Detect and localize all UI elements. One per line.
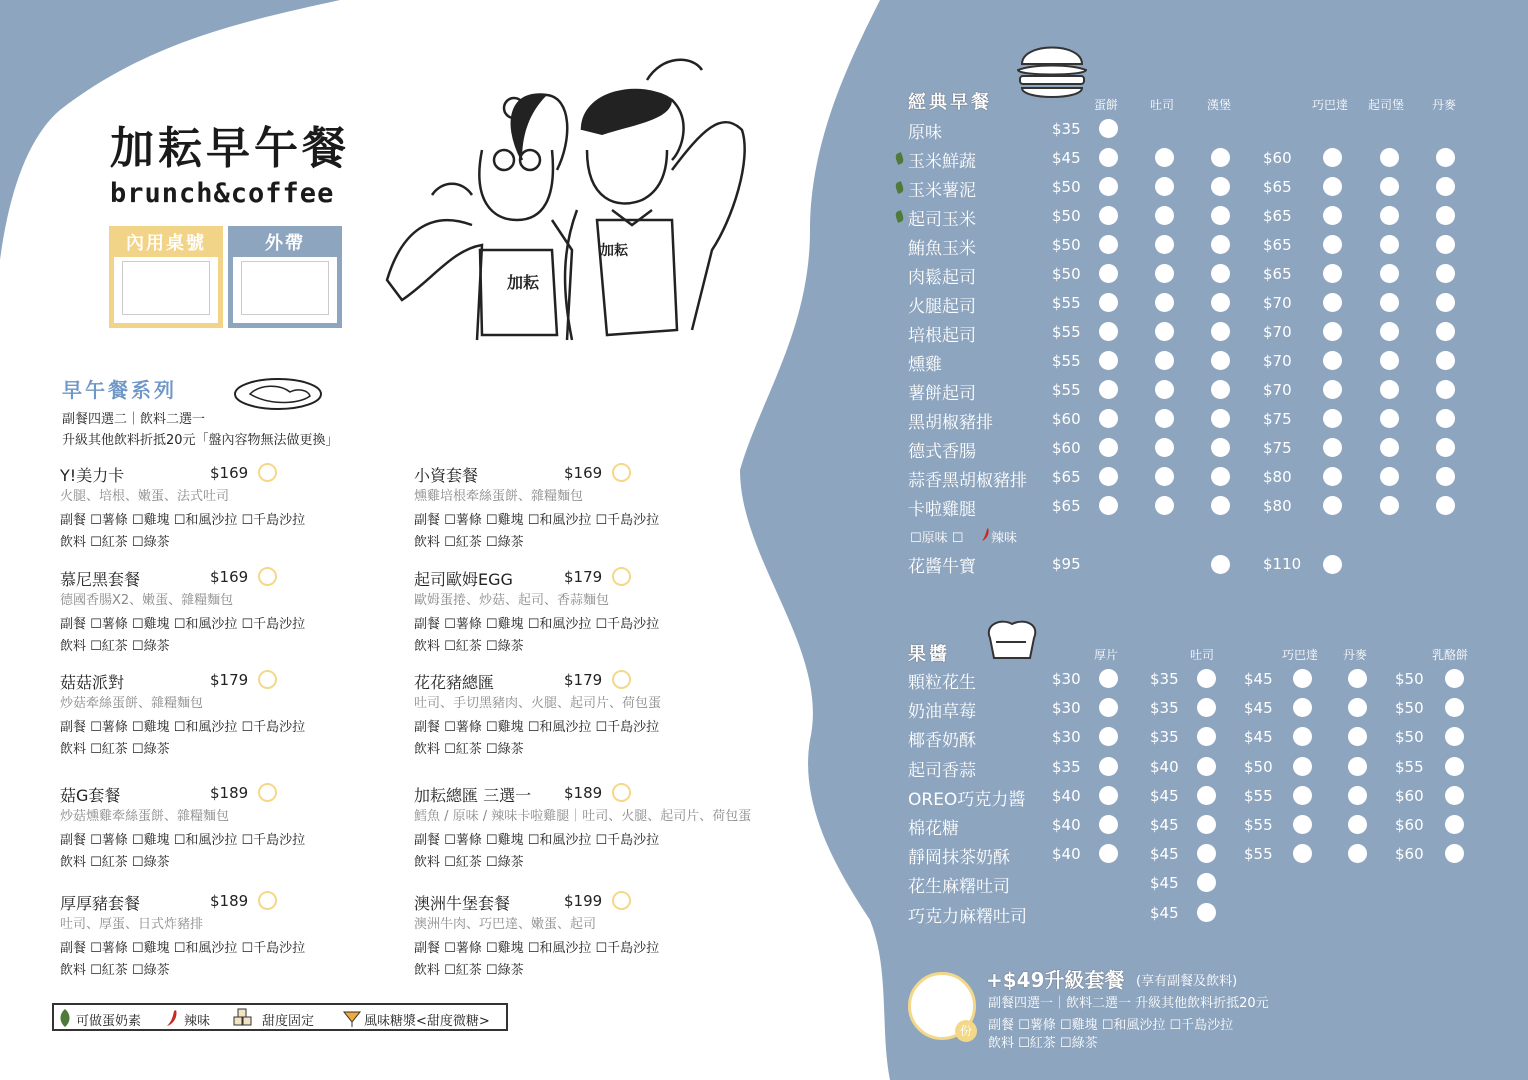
jam-item-choice[interactable]	[1348, 669, 1367, 688]
legend-box	[52, 1003, 508, 1031]
jam-item-price: $35	[1150, 699, 1179, 718]
takeout-box[interactable]	[228, 226, 342, 328]
classic-item-price-1: $60	[1052, 410, 1081, 428]
classic-item-price-2: $80	[1263, 468, 1292, 486]
jam-item-price: $40	[1052, 816, 1081, 834]
classic-item-choice[interactable]	[1323, 148, 1342, 167]
classic-item-choice[interactable]	[1099, 119, 1118, 138]
classic-item-name: 肉鬆起司	[908, 268, 976, 288]
classic-item-choice[interactable]	[1436, 409, 1455, 428]
classic-item-choice[interactable]	[1323, 322, 1342, 341]
jam-item-choice[interactable]	[1348, 786, 1367, 805]
classic-item-choice[interactable]	[1436, 380, 1455, 399]
set-select-circle[interactable]	[258, 567, 277, 586]
jam-item-choice[interactable]	[1293, 757, 1312, 776]
classic-item-choice[interactable]	[1380, 148, 1399, 167]
special-item-name: 花醬牛寶	[908, 557, 976, 577]
classic-item-price-2: $65	[1263, 207, 1292, 225]
jam-item-choice[interactable]	[1099, 815, 1118, 834]
set-name: 厚厚豬套餐	[60, 894, 141, 913]
set-price: $169	[564, 464, 603, 482]
set-price: $189	[210, 784, 249, 802]
classic-item-choice[interactable]	[1380, 467, 1399, 486]
classic-item-choice[interactable]	[1155, 293, 1174, 312]
classic-item-price-2: $70	[1263, 323, 1292, 341]
set-drink-options[interactable]: 飲料 ☐紅茶 ☐綠茶	[414, 963, 524, 978]
set-description: 燻雞培根牽絲蛋餅、雜糧麵包	[414, 489, 584, 504]
set-price: $179	[564, 568, 603, 586]
classic-item-price-1: $55	[1052, 294, 1081, 312]
jam-item-choice[interactable]	[1445, 669, 1464, 688]
classic-item-choice[interactable]	[1323, 264, 1342, 283]
classic-option-spicy: 辣味	[991, 531, 1018, 546]
classic-item-price-2: $70	[1263, 294, 1292, 312]
chili-icon	[164, 1008, 180, 1028]
set-name: 慕尼黑套餐	[60, 570, 141, 589]
classic-item-choice[interactable]	[1099, 235, 1118, 254]
classic-item-name: 燻雞	[908, 355, 942, 375]
jam-item-price: $55	[1244, 845, 1273, 864]
set-name: 小資套餐	[414, 466, 479, 485]
jam-title: 果醬	[908, 644, 950, 665]
classic-item-choice[interactable]	[1155, 148, 1174, 167]
set-select-circle[interactable]	[258, 891, 277, 910]
set-price: $199	[564, 892, 603, 910]
brunch-note-2: 升級其他飲料折抵20元「盤內容物無法做更換」	[62, 433, 339, 448]
classic-col-header: 巧巴達	[1312, 98, 1349, 112]
classic-col-header: 漢堡	[1207, 98, 1232, 112]
classic-item-price-1: $65	[1052, 468, 1081, 486]
jam-col-header: 丹麥	[1343, 648, 1368, 662]
jam-item-choice[interactable]	[1099, 757, 1118, 776]
set-description: 歐姆蛋捲、炒菇、起司、香蒜麵包	[414, 593, 610, 608]
set-name: 菇G套餐	[60, 786, 121, 805]
set-side-options[interactable]: 副餐 ☐薯條 ☐雞塊 ☐和風沙拉 ☐千島沙拉	[60, 513, 306, 528]
jam-item-choice[interactable]	[1348, 815, 1367, 834]
classic-item-choice[interactable]	[1211, 235, 1230, 254]
dine-in-label: 內用桌號	[114, 231, 218, 257]
classic-item-price-1: $55	[1052, 381, 1081, 399]
set-price: $189	[210, 892, 249, 910]
classic-item-choice[interactable]	[1155, 496, 1174, 515]
classic-item-choice[interactable]	[1211, 177, 1230, 196]
classic-item-choice[interactable]	[1099, 322, 1118, 341]
set-select-circle[interactable]	[612, 463, 631, 482]
plate-icon	[232, 372, 324, 412]
classic-item-choice[interactable]	[1380, 235, 1399, 254]
set-side-options[interactable]: 副餐 ☐薯條 ☐雞塊 ☐和風沙拉 ☐千島沙拉	[414, 941, 660, 956]
set-description: 炒菇燻雞牽絲蛋餅、雜糧麵包	[60, 809, 230, 824]
set-name: 加耘總匯 三選一	[414, 786, 532, 805]
jam-item-choice[interactable]	[1197, 786, 1216, 805]
upgrade-title: +$49升級套餐	[986, 968, 1125, 992]
couple-illustration	[372, 50, 762, 350]
classic-item-choice[interactable]	[1099, 177, 1118, 196]
set-select-circle[interactable]	[612, 670, 631, 689]
classic-item-choice[interactable]	[1323, 293, 1342, 312]
portion-badge: 份	[955, 1020, 977, 1042]
classic-item-choice[interactable]	[1155, 322, 1174, 341]
jam-item-price: $45	[1150, 874, 1179, 893]
classic-item-choice[interactable]	[1436, 235, 1455, 254]
special-item-choice-burger[interactable]	[1211, 555, 1230, 574]
classic-item-choice[interactable]	[1211, 206, 1230, 225]
jam-item-price: $35	[1150, 728, 1179, 747]
jam-item-price: $30	[1052, 728, 1081, 747]
classic-item-choice[interactable]	[1436, 177, 1455, 196]
classic-item-choice[interactable]	[1099, 148, 1118, 167]
set-drink-options[interactable]: 飲料 ☐紅茶 ☐綠茶	[60, 639, 170, 654]
takeout-label: 外帶	[233, 231, 337, 257]
set-side-options[interactable]: 副餐 ☐薯條 ☐雞塊 ☐和風沙拉 ☐千島沙拉	[60, 941, 306, 956]
classic-item-choice[interactable]	[1099, 351, 1118, 370]
set-side-options[interactable]: 副餐 ☐薯條 ☐雞塊 ☐和風沙拉 ☐千島沙拉	[414, 513, 660, 528]
set-select-circle[interactable]	[612, 783, 631, 802]
classic-item-name: 薯餅起司	[908, 384, 976, 404]
classic-col-header: 吐司	[1150, 98, 1175, 112]
classic-item-choice[interactable]	[1155, 264, 1174, 283]
classic-item-choice[interactable]	[1436, 322, 1455, 341]
brand-subtitle: brunch&coffee	[110, 178, 335, 209]
jam-item-choice[interactable]	[1445, 786, 1464, 805]
leaf-icon	[58, 1008, 72, 1028]
classic-item-choice[interactable]	[1155, 467, 1174, 486]
jam-item-price: $60	[1395, 786, 1424, 805]
set-description: 澳洲牛肉、巧巴達、嫩蛋、起司	[414, 917, 597, 932]
classic-item-choice[interactable]	[1323, 409, 1342, 428]
jam-item-price: $50	[1244, 757, 1273, 776]
classic-item-name: 黑胡椒豬排	[908, 413, 993, 433]
classic-item-choice[interactable]	[1211, 322, 1230, 341]
burger-icon	[1014, 34, 1090, 106]
chili-icon	[980, 527, 990, 543]
classic-item-choice[interactable]	[1380, 351, 1399, 370]
jam-item-price: $60	[1395, 845, 1424, 864]
jam-item-price: $55	[1244, 816, 1273, 834]
set-select-circle[interactable]	[258, 783, 277, 802]
classic-item-price-2: $60	[1263, 149, 1292, 167]
brunch-section-title: 早午餐系列	[62, 378, 177, 402]
classic-item-price-2: $75	[1263, 410, 1292, 428]
classic-item-choice[interactable]	[1211, 467, 1230, 486]
classic-item-name: 起司玉米	[908, 210, 976, 230]
jam-item-price: $40	[1052, 786, 1081, 805]
classic-item-price-2: $70	[1263, 381, 1292, 399]
set-price: $189	[564, 784, 603, 802]
classic-item-choice[interactable]	[1099, 438, 1118, 457]
classic-item-choice[interactable]	[1155, 351, 1174, 370]
set-price: $179	[564, 671, 603, 689]
classic-item-choice[interactable]	[1211, 351, 1230, 370]
set-side-options[interactable]: 副餐 ☐薯條 ☐雞塊 ☐和風沙拉 ☐千島沙拉	[414, 617, 660, 632]
upgrade-line-2: 副餐 ☐薯條 ☐雞塊 ☐和風沙拉 ☐千島沙拉	[988, 1018, 1234, 1033]
jam-item-name: 椰香奶酥	[908, 731, 976, 752]
classic-item-choice[interactable]	[1380, 206, 1399, 225]
brand-title: 加耘早午餐	[110, 123, 350, 174]
set-description: 吐司、厚蛋、日式炸豬排	[60, 917, 204, 932]
jam-item-name: 顆粒花生	[908, 673, 976, 693]
classic-item-name: 玉米鮮蔬	[908, 152, 976, 172]
syrup-icon	[342, 1008, 362, 1028]
classic-item-price-1: $50	[1052, 236, 1081, 254]
special-item-price-1: $95	[1052, 555, 1081, 573]
classic-breakfast-title: 經典早餐	[908, 92, 992, 113]
set-select-circle[interactable]	[612, 567, 631, 586]
legend-spicy: 辣味	[184, 1014, 211, 1029]
upgrade-line-3: 飲料 ☐紅茶 ☐綠茶	[988, 1036, 1098, 1051]
jam-col-header: 吐司	[1190, 648, 1215, 662]
jam-item-price: $40	[1052, 845, 1081, 864]
classic-item-choice[interactable]	[1380, 380, 1399, 399]
jam-item-choice[interactable]	[1348, 757, 1367, 776]
set-side-options[interactable]: 副餐 ☐薯條 ☐雞塊 ☐和風沙拉 ☐千島沙拉	[60, 617, 306, 632]
jam-item-price: $50	[1395, 670, 1424, 688]
classic-item-choice[interactable]	[1380, 177, 1399, 196]
set-description: 炒菇牽絲蛋餅、雜糧麵包	[60, 696, 204, 711]
jam-item-price: $35	[1052, 757, 1081, 776]
jam-item-price: $45	[1150, 816, 1179, 834]
classic-item-choice[interactable]	[1380, 438, 1399, 457]
jam-item-choice[interactable]	[1293, 815, 1312, 834]
classic-item-choice[interactable]	[1099, 496, 1118, 515]
set-drink-options[interactable]: 飲料 ☐紅茶 ☐綠茶	[414, 742, 524, 757]
jam-item-choice[interactable]	[1197, 669, 1216, 688]
classic-item-choice[interactable]	[1436, 148, 1455, 167]
classic-item-choice[interactable]	[1436, 351, 1455, 370]
jam-item-price: $60	[1395, 816, 1424, 834]
classic-item-choice[interactable]	[1211, 264, 1230, 283]
classic-item-choice[interactable]	[1099, 409, 1118, 428]
jam-item-price: $45	[1150, 903, 1179, 922]
set-drink-options[interactable]: 飲料 ☐紅茶 ☐綠茶	[60, 742, 170, 757]
classic-item-choice[interactable]	[1099, 467, 1118, 486]
classic-item-choice[interactable]	[1155, 438, 1174, 457]
classic-col-header: 蛋餅	[1094, 98, 1119, 112]
legend-veg: 可做蛋奶素	[76, 1014, 142, 1029]
classic-item-choice[interactable]	[1380, 409, 1399, 428]
classic-item-choice[interactable]	[1211, 380, 1230, 399]
special-item-price-2: $110	[1263, 555, 1302, 573]
classic-item-choice[interactable]	[1211, 438, 1230, 457]
classic-item-choice[interactable]	[1323, 496, 1342, 515]
classic-item-price-1: $50	[1052, 265, 1081, 283]
jam-item-price: $45	[1150, 786, 1179, 805]
classic-item-choice[interactable]	[1211, 148, 1230, 167]
classic-item-price-1: $55	[1052, 352, 1081, 370]
jam-item-price: $30	[1052, 699, 1081, 718]
classic-item-choice[interactable]	[1155, 177, 1174, 196]
jam-item-price: $45	[1244, 699, 1273, 718]
jam-item-price: $45	[1244, 728, 1273, 747]
classic-item-choice[interactable]	[1155, 206, 1174, 225]
classic-item-price-2: $70	[1263, 352, 1292, 370]
jam-item-name: 靜岡抹茶奶酥	[908, 848, 1010, 869]
sugar-cubes-icon	[232, 1008, 254, 1028]
jam-item-price: $50	[1395, 699, 1424, 718]
jam-item-choice[interactable]	[1445, 757, 1464, 776]
set-drink-options[interactable]: 飲料 ☐紅茶 ☐綠茶	[414, 855, 524, 870]
classic-item-choice[interactable]	[1155, 409, 1174, 428]
classic-item-choice[interactable]	[1436, 438, 1455, 457]
classic-item-name: 原味	[908, 123, 942, 143]
set-drink-options[interactable]: 飲料 ☐紅茶 ☐綠茶	[414, 639, 524, 654]
classic-item-name: 玉米薯泥	[908, 181, 976, 201]
classic-item-choice[interactable]	[1099, 264, 1118, 283]
jam-item-choice[interactable]	[1197, 815, 1216, 834]
jam-item-name: 棉花糖	[908, 819, 959, 839]
set-drink-options[interactable]: 飲料 ☐紅茶 ☐綠茶	[60, 535, 170, 550]
classic-item-choice[interactable]	[1323, 467, 1342, 486]
set-description: 鱈魚 / 原味 / 辣味卡啦雞腿｜吐司、火腿、起司片、荷包蛋	[414, 809, 752, 824]
set-side-options[interactable]: 副餐 ☐薯條 ☐雞塊 ☐和風沙拉 ☐千島沙拉	[414, 720, 660, 735]
jam-item-price: $45	[1150, 845, 1179, 864]
classic-item-price-1: $50	[1052, 178, 1081, 196]
classic-item-choice[interactable]	[1380, 322, 1399, 341]
brunch-note-1: 副餐四選二｜飲料二選一	[62, 412, 206, 427]
set-select-circle[interactable]	[612, 891, 631, 910]
set-select-circle[interactable]	[258, 670, 277, 689]
jam-item-price: $45	[1244, 670, 1273, 688]
classic-col-header: 起司堡	[1368, 98, 1405, 112]
set-name: 花花豬總匯	[414, 673, 495, 692]
table-number-field[interactable]	[122, 261, 210, 315]
jam-item-choice[interactable]	[1197, 757, 1216, 776]
takeout-field[interactable]	[241, 261, 329, 315]
set-side-options[interactable]: 副餐 ☐薯條 ☐雞塊 ☐和風沙拉 ☐千島沙拉	[60, 720, 306, 735]
classic-item-name: 德式香腸	[908, 442, 976, 462]
special-item-choice-ciabatta[interactable]	[1323, 555, 1342, 574]
jam-item-price: $50	[1395, 728, 1424, 747]
apron-text-left: 加耘	[507, 273, 540, 292]
classic-item-name: 火腿起司	[908, 297, 976, 317]
jam-item-name: 奶油草莓	[908, 702, 976, 723]
set-name: 澳洲牛堡套餐	[414, 894, 511, 913]
classic-item-choice[interactable]	[1155, 235, 1174, 254]
set-description: 吐司、手切黑豬肉、火腿、起司片、荷包蛋	[414, 696, 662, 711]
classic-item-price-1: $35	[1052, 120, 1081, 138]
jam-item-choice[interactable]	[1293, 786, 1312, 805]
classic-item-price-2: $80	[1263, 497, 1292, 515]
classic-item-choice[interactable]	[1211, 409, 1230, 428]
classic-item-price-2: $65	[1263, 265, 1292, 283]
jam-item-price: $30	[1052, 670, 1081, 688]
classic-item-choice[interactable]	[1436, 293, 1455, 312]
classic-item-choice[interactable]	[1436, 496, 1455, 515]
classic-item-choice[interactable]	[1380, 293, 1399, 312]
set-drink-options[interactable]: 飲料 ☐紅茶 ☐綠茶	[414, 535, 524, 550]
set-name: Y!美力卡	[60, 466, 125, 485]
jam-item-price: $40	[1150, 757, 1179, 776]
classic-item-choice[interactable]	[1211, 293, 1230, 312]
legend-flavor: 風味糖漿<甜度微糖>	[364, 1014, 490, 1029]
classic-item-choice[interactable]	[1323, 351, 1342, 370]
jam-item-choice[interactable]	[1099, 786, 1118, 805]
upgrade-line-1: 副餐四選一｜飲料二選一 升級其他飲料折抵20元	[988, 996, 1269, 1011]
classic-item-name: 鮪魚玉米	[908, 239, 976, 259]
classic-item-choice[interactable]	[1380, 496, 1399, 515]
classic-item-choice[interactable]	[1436, 264, 1455, 283]
jam-col-header: 乳酪餅	[1432, 648, 1469, 662]
classic-item-choice[interactable]	[1323, 177, 1342, 196]
classic-col-header: 丹麥	[1432, 98, 1457, 112]
classic-item-choice[interactable]	[1323, 438, 1342, 457]
classic-item-price-2: $65	[1263, 178, 1292, 196]
legend-sweet: 甜度固定	[262, 1014, 315, 1029]
set-select-circle[interactable]	[258, 463, 277, 482]
classic-item-price-2: $65	[1263, 236, 1292, 254]
jam-item-name: OREO巧克力醬	[908, 789, 1026, 810]
jam-item-choice[interactable]	[1293, 669, 1312, 688]
jam-item-name: 起司香蒜	[908, 760, 976, 781]
set-side-options[interactable]: 副餐 ☐薯條 ☐雞塊 ☐和風沙拉 ☐千島沙拉	[414, 833, 660, 848]
classic-item-choice[interactable]	[1436, 467, 1455, 486]
classic-item-choice[interactable]	[1155, 380, 1174, 399]
classic-item-choice[interactable]	[1099, 206, 1118, 225]
classic-item-choice[interactable]	[1099, 380, 1118, 399]
jam-item-choice[interactable]	[1445, 815, 1464, 834]
jam-item-choice[interactable]	[1197, 903, 1216, 922]
classic-item-choice[interactable]	[1436, 206, 1455, 225]
classic-item-choice[interactable]	[1380, 264, 1399, 283]
classic-item-choice[interactable]	[1323, 206, 1342, 225]
classic-item-name: 培根起司	[908, 326, 976, 346]
classic-item-choice[interactable]	[1099, 293, 1118, 312]
set-side-options[interactable]: 副餐 ☐薯條 ☐雞塊 ☐和風沙拉 ☐千島沙拉	[60, 833, 306, 848]
set-drink-options[interactable]: 飲料 ☐紅茶 ☐綠茶	[60, 963, 170, 978]
jam-col-header: 厚片	[1094, 648, 1119, 662]
classic-item-price-1: $50	[1052, 207, 1081, 225]
classic-item-choice[interactable]	[1323, 235, 1342, 254]
set-name: 菇菇派對	[60, 673, 125, 692]
classic-item-price-1: $65	[1052, 497, 1081, 515]
set-description: 德國香腸X2、嫩蛋、雜糧麵包	[60, 593, 234, 608]
apron-text-right: 加耘	[600, 243, 628, 259]
dine-in-box[interactable]	[109, 226, 223, 328]
set-price: $169	[210, 464, 249, 482]
toast-icon	[982, 616, 1044, 664]
set-drink-options[interactable]: 飲料 ☐紅茶 ☐綠茶	[60, 855, 170, 870]
classic-item-name: 蒜香黑胡椒豬排	[908, 471, 1027, 491]
classic-item-price-2: $75	[1263, 439, 1292, 457]
set-price: $179	[210, 671, 249, 689]
set-name: 起司歐姆EGG	[414, 570, 513, 589]
set-price: $169	[210, 568, 249, 586]
classic-item-choice[interactable]	[1211, 496, 1230, 515]
jam-item-choice[interactable]	[1099, 669, 1118, 688]
classic-item-price-1: $55	[1052, 323, 1081, 341]
jam-item-name: 花生麻糬吐司	[908, 877, 1010, 898]
classic-option-line: ☐原味 ☐	[910, 531, 964, 546]
jam-item-price: $55	[1244, 786, 1273, 805]
jam-item-price: $55	[1395, 757, 1424, 776]
jam-item-name: 巧克力麻糬吐司	[908, 906, 1027, 927]
jam-item-price: $35	[1150, 670, 1179, 688]
classic-item-name: 卡啦雞腿	[908, 500, 976, 520]
classic-item-choice[interactable]	[1323, 380, 1342, 399]
classic-item-price-1: $45	[1052, 149, 1081, 167]
jam-col-header: 巧巴達	[1282, 648, 1319, 662]
upgrade-note: (享有副餐及飲料)	[1136, 974, 1238, 989]
classic-item-price-1: $60	[1052, 439, 1081, 457]
set-description: 火腿、培根、嫩蛋、法式吐司	[60, 489, 230, 504]
